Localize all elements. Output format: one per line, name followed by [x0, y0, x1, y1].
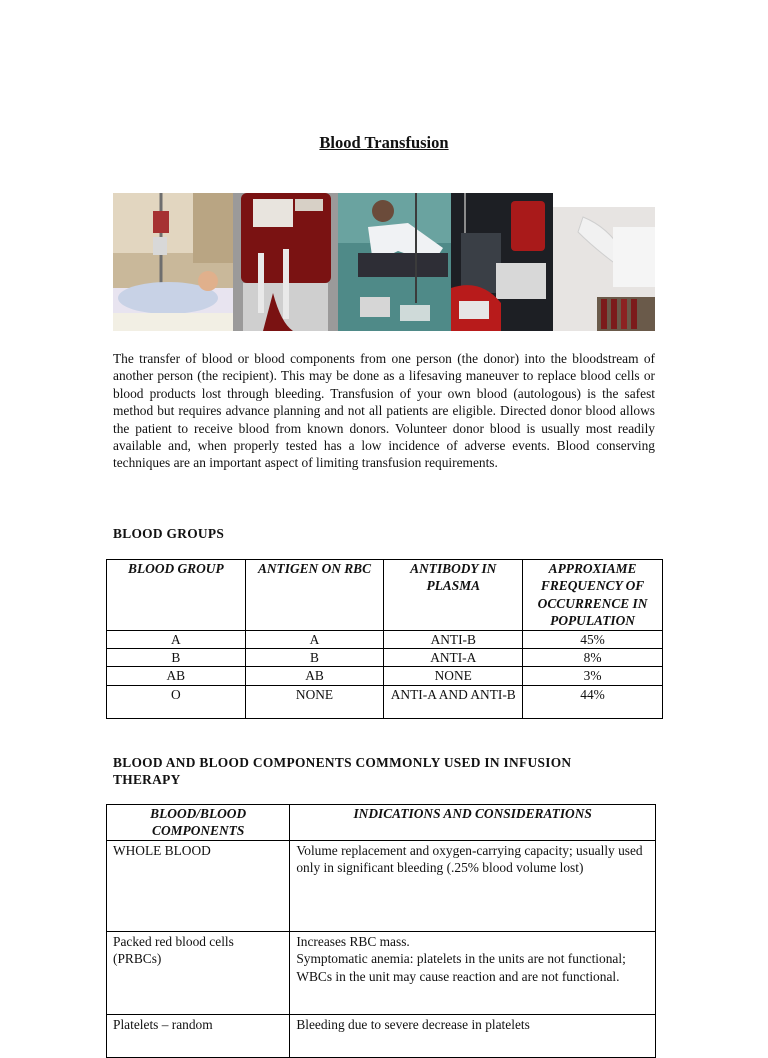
table-cell: 3%	[523, 667, 663, 685]
table-cell	[290, 840, 656, 931]
section-heading-blood-groups: BLOOD GROUPS	[113, 526, 225, 541]
indication-line: Increases RBC mass.	[296, 933, 410, 949]
photo-donor	[338, 193, 451, 331]
column-header: ANTIBODY IN PLASMA	[384, 560, 523, 631]
table-row	[107, 649, 663, 667]
table-cell: ANTI-B	[384, 630, 523, 648]
column-header: BLOOD GROUP	[107, 560, 246, 631]
intro-paragraph: The transfer of blood or blood components from one person (the donor) into the bloodstream of another person (the recipient). This may be done as a lifesaving maneuver to replace blood cells or blood products lost through bleeding. Transfusion of your own blood (autologous) is the safest method but requires advance planning and not all patients are eligible. Directed donor blood allows the patient to receive blood from known donors. Volunteer donor blood is usually most readily available and, when properly tested has a low incidence of adverse events. Blood conserving techniques are an important aspect of limiting transfusion requirements.	[113, 351, 655, 471]
table-cell: A	[245, 630, 384, 648]
column-header: BLOOD/BLOOD COMPONENTS	[107, 805, 290, 841]
indication-line: Symptomatic anemia: platelets in the units are not functional; WBCs in the unit may cause reaction and are not functional.	[296, 951, 626, 984]
table-row	[107, 630, 663, 648]
table-cell: B	[107, 649, 246, 667]
photo-strip	[113, 193, 655, 331]
blood-groups-table	[106, 559, 663, 719]
table-row	[107, 931, 656, 1014]
table-cell: ANTI-A	[384, 649, 523, 667]
column-header: APPROXIAME FREQUENCY OF OCCURRENCE IN POPULATION	[523, 560, 663, 631]
photo-test-tubes	[553, 207, 655, 331]
photo-blood-bags	[451, 193, 553, 331]
table-cell	[290, 931, 656, 1014]
table-cell: 8%	[523, 649, 663, 667]
table-row	[107, 667, 663, 685]
table-cell: AB	[107, 667, 246, 685]
table-cell: A	[107, 630, 246, 648]
table-cell: Platelets – random	[107, 1014, 290, 1057]
table-row	[107, 685, 663, 718]
section-heading-components: BLOOD AND BLOOD COMPONENTS COMMONLY USED IN INFUSION THERAPY	[113, 755, 572, 788]
table-row	[107, 1014, 656, 1057]
photo-blood-bag	[233, 193, 338, 331]
column-header: INDICATIONS AND CONSIDERATIONS	[290, 805, 656, 841]
table-cell: Packed red blood cells (PRBCs)	[107, 931, 290, 1014]
photo-patient-bed	[113, 193, 233, 331]
indication-line: Bleeding due to severe decrease in platelets	[296, 1016, 530, 1032]
table-cell: 44%	[523, 685, 663, 718]
table-cell: WHOLE BLOOD	[107, 840, 290, 931]
table-cell: B	[245, 649, 384, 667]
table-cell: O	[107, 685, 246, 718]
table-header-row	[107, 805, 656, 841]
table-cell: 45%	[523, 630, 663, 648]
table-cell: NONE	[245, 685, 384, 718]
table-row	[107, 840, 656, 931]
indication-line: Volume replacement and oxygen-carrying capacity; usually used only in significant bleeding (.25% blood volume lost)	[296, 842, 643, 876]
table-cell: ANTI-A AND ANTI-B	[384, 685, 523, 718]
table-cell: NONE	[384, 667, 523, 685]
components-table	[106, 804, 656, 1058]
column-header: ANTIGEN ON RBC	[245, 560, 384, 631]
table-cell: AB	[245, 667, 384, 685]
table-header-row	[107, 560, 663, 631]
page-title: Blood Transfusion	[319, 133, 449, 152]
table-cell	[290, 1014, 656, 1057]
